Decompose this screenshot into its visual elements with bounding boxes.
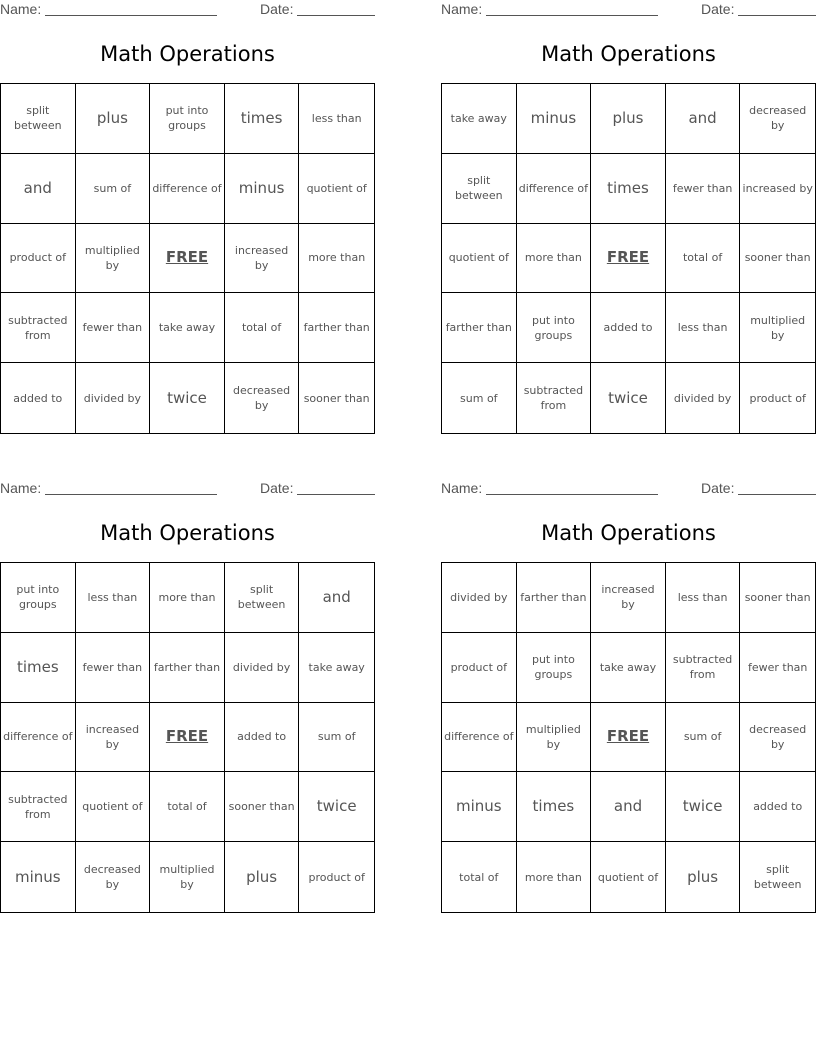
card-header — [441, 480, 816, 498]
bingo-cell: split between — [1, 84, 76, 154]
bingo-cell: sum of — [666, 703, 741, 773]
bingo-cell: added to — [740, 772, 815, 842]
bingo-cell: take away — [299, 633, 374, 703]
bingo-cell: fewer than — [76, 633, 151, 703]
name-label: Name: — [441, 480, 483, 496]
bingo-cell: take away — [591, 633, 666, 703]
name-label: Name: — [0, 480, 42, 496]
card-title: Math Operations — [541, 42, 716, 66]
bingo-cell: minus — [442, 772, 517, 842]
bingo-cell: quotient of — [299, 154, 374, 224]
bingo-cell: farther than — [150, 633, 225, 703]
bingo-cell: take away — [150, 293, 225, 363]
bingo-grid — [441, 83, 816, 434]
bingo-cell: divided by — [666, 363, 741, 433]
bingo-cell: plus — [591, 84, 666, 154]
bingo-cell: twice — [299, 772, 374, 842]
date-label: Date: — [701, 480, 735, 496]
bingo-cell: and — [1, 154, 76, 224]
bingo-grid — [0, 83, 375, 434]
card-header — [0, 480, 376, 498]
date-label: Date: — [260, 1, 294, 17]
bingo-cell: and — [591, 772, 666, 842]
bingo-cell: multiplied by — [740, 293, 815, 363]
bingo-cell: put into groups — [150, 84, 225, 154]
bingo-cell: total of — [666, 224, 741, 294]
bingo-cell: farther than — [517, 563, 592, 633]
bingo-card — [441, 479, 816, 914]
bingo-cell: and — [299, 563, 374, 633]
bingo-cell: increased by — [76, 703, 151, 773]
bingo-cell: quotient of — [442, 224, 517, 294]
bingo-cell: minus — [517, 84, 592, 154]
bingo-cell: less than — [299, 84, 374, 154]
name-blank — [45, 494, 217, 495]
bingo-card — [0, 479, 376, 914]
bingo-cell: total of — [442, 842, 517, 912]
bingo-cell: times — [1, 633, 76, 703]
bingo-cell: decreased by — [225, 363, 300, 433]
bingo-cell: times — [517, 772, 592, 842]
name-blank — [486, 15, 658, 16]
bingo-cell: more than — [517, 842, 592, 912]
bingo-cell: added to — [1, 363, 76, 433]
bingo-cell: subtracted from — [517, 363, 592, 433]
bingo-cell: product of — [308, 870, 365, 884]
bingo-cell: added to — [591, 293, 666, 363]
bingo-cell: total of — [150, 772, 225, 842]
bingo-cell: added to — [225, 703, 300, 773]
card-title: Math Operations — [541, 521, 716, 545]
bingo-cell: less than — [666, 563, 741, 633]
card-header — [441, 1, 816, 19]
bingo-cell: times — [225, 84, 300, 154]
bingo-card — [441, 0, 816, 435]
date-blank — [738, 494, 816, 495]
bingo-cell: sooner than — [225, 772, 300, 842]
bingo-cell: minus — [225, 154, 300, 224]
bingo-cell: take away — [442, 84, 517, 154]
card-header — [0, 1, 376, 19]
bingo-cell: increased by — [740, 154, 815, 224]
bingo-cell: put into groups — [517, 293, 592, 363]
bingo-cell: sooner than — [303, 391, 370, 405]
bingo-cell: fewer than — [666, 154, 741, 224]
date-label: Date: — [701, 1, 735, 17]
bingo-cell: difference of — [1, 703, 76, 773]
bingo-cell: total of — [225, 293, 300, 363]
bingo-grid — [441, 562, 816, 913]
bingo-cell: divided by — [442, 563, 517, 633]
free-space: FREE — [591, 224, 666, 294]
bingo-cell: split between — [442, 154, 517, 224]
bingo-cell: sum of — [442, 363, 517, 433]
bingo-cell: multiplied by — [76, 224, 151, 294]
bingo-cell: more than — [150, 563, 225, 633]
card-title: Math Operations — [100, 521, 275, 545]
bingo-cell: fewer than — [76, 293, 151, 363]
bingo-cell: plus — [76, 84, 151, 154]
bingo-cell: increased by — [225, 224, 300, 294]
bingo-cell: product of — [749, 391, 806, 405]
bingo-cell: decreased by — [740, 703, 815, 773]
date-blank — [297, 15, 375, 16]
name-blank — [486, 494, 658, 495]
bingo-cell: subtracted from — [1, 772, 76, 842]
bingo-cell: put into groups — [517, 633, 592, 703]
bingo-cell: split between — [753, 863, 802, 892]
bingo-cell: sum of — [76, 154, 151, 224]
bingo-cell: quotient of — [591, 842, 666, 912]
bingo-cell: plus — [666, 842, 741, 912]
bingo-cell: product of — [1, 224, 76, 294]
name-label: Name: — [0, 1, 42, 17]
bingo-cell: twice — [666, 772, 741, 842]
bingo-cell: farther than — [442, 293, 517, 363]
bingo-cell: sooner than — [740, 563, 815, 633]
free-space: FREE — [150, 703, 225, 773]
bingo-cell: subtracted from — [1, 293, 76, 363]
free-space: FREE — [591, 703, 666, 773]
free-space: FREE — [150, 224, 225, 294]
bingo-cell: difference of — [442, 703, 517, 773]
date-blank — [297, 494, 375, 495]
bingo-cell: minus — [1, 842, 76, 912]
date-label: Date: — [260, 480, 294, 496]
bingo-cell: farther than — [299, 293, 374, 363]
bingo-cell: sooner than — [740, 224, 815, 294]
bingo-grid — [0, 562, 375, 913]
bingo-cell: split between — [225, 563, 300, 633]
date-blank — [738, 15, 816, 16]
bingo-cell: decreased by — [740, 84, 815, 154]
bingo-cell: fewer than — [740, 633, 815, 703]
bingo-cell: decreased by — [76, 842, 151, 912]
bingo-cell: twice — [150, 363, 225, 433]
bingo-cell: product of — [442, 633, 517, 703]
bingo-cell: more than — [299, 224, 374, 294]
bingo-cell: more than — [517, 224, 592, 294]
bingo-cell: times — [591, 154, 666, 224]
bingo-cell: difference of — [150, 154, 225, 224]
bingo-cell: less than — [76, 563, 151, 633]
bingo-cell: multiplied by — [150, 842, 225, 912]
bingo-cell: sum of — [299, 703, 374, 773]
bingo-cell: subtracted from — [666, 633, 741, 703]
bingo-cell: divided by — [76, 363, 151, 433]
bingo-cell: quotient of — [76, 772, 151, 842]
name-blank — [45, 15, 217, 16]
name-label: Name: — [441, 1, 483, 17]
bingo-card — [0, 0, 376, 435]
bingo-cell: difference of — [517, 154, 592, 224]
bingo-cell: put into groups — [1, 563, 76, 633]
bingo-cell: divided by — [225, 633, 300, 703]
bingo-cell: twice — [591, 363, 666, 433]
card-title: Math Operations — [100, 42, 275, 66]
bingo-cell: multiplied by — [517, 703, 592, 773]
bingo-cell: less than — [666, 293, 741, 363]
bingo-cell: increased by — [591, 563, 666, 633]
bingo-cell: and — [666, 84, 741, 154]
bingo-cell: plus — [225, 842, 300, 912]
